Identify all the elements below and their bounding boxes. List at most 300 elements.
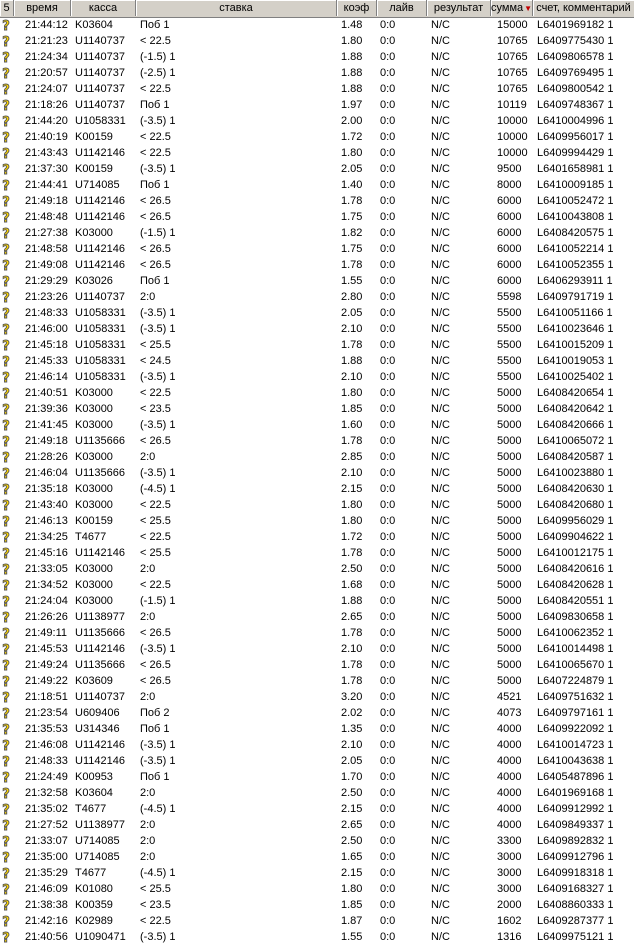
svg-text:?: ? bbox=[2, 467, 10, 480]
question-mark-icon bbox=[0, 242, 12, 256]
cell-account: L6408420654 1 bbox=[537, 387, 614, 399]
cell-koef: 2.05 bbox=[341, 163, 363, 175]
cell-account: L6407224879 1 bbox=[537, 675, 614, 687]
cell-koef: 1.88 bbox=[341, 595, 363, 607]
cell-time: 21:46:09 bbox=[25, 883, 68, 895]
column-header-stavka[interactable]: ставка bbox=[136, 0, 337, 16]
question-mark-icon bbox=[0, 482, 12, 496]
cell-kassa: U714085 bbox=[75, 179, 120, 191]
table-row[interactable] bbox=[0, 865, 634, 881]
table-row[interactable] bbox=[0, 689, 634, 705]
cell-account: L6409775430 1 bbox=[537, 35, 614, 47]
cell-live: 0:0 bbox=[380, 371, 396, 383]
table-row[interactable] bbox=[0, 785, 634, 801]
cell-result: N/C bbox=[431, 67, 450, 79]
cell-time: 21:23:26 bbox=[25, 291, 68, 303]
cell-result: N/C bbox=[431, 931, 450, 943]
cell-account: L6410052214 1 bbox=[537, 243, 614, 255]
cell-kassa: T4677 bbox=[75, 803, 107, 815]
table-row[interactable] bbox=[0, 353, 634, 369]
cell-stavka: (-3.5) 1 bbox=[140, 163, 176, 175]
cell-account: L6410019053 1 bbox=[537, 355, 614, 367]
question-mark-icon bbox=[0, 578, 12, 592]
cell-result: N/C bbox=[431, 531, 450, 543]
question-mark-icon bbox=[0, 146, 12, 160]
cell-stavka: (-3.5) 1 bbox=[140, 643, 176, 655]
cell-kassa: U714085 bbox=[75, 835, 120, 847]
cell-kassa: K01080 bbox=[75, 883, 113, 895]
cell-stavka: < 26.5 bbox=[140, 675, 171, 687]
cell-koef: 1.40 bbox=[341, 179, 363, 191]
cell-account: L6409912796 1 bbox=[537, 851, 614, 863]
cell-account: L6408420630 1 bbox=[537, 483, 614, 495]
cell-account: L6409791719 1 bbox=[537, 291, 614, 303]
cell-koef: 2.10 bbox=[341, 371, 363, 383]
table-row[interactable] bbox=[0, 593, 634, 609]
cell-kassa: K03000 bbox=[75, 419, 113, 431]
cell-koef: 1.88 bbox=[341, 67, 363, 79]
table-row[interactable] bbox=[0, 577, 634, 593]
question-mark-icon bbox=[0, 66, 12, 80]
question-mark-icon bbox=[0, 642, 12, 656]
cell-kassa: K02989 bbox=[75, 915, 113, 927]
table-row[interactable] bbox=[0, 561, 634, 577]
cell-account: L6409849337 1 bbox=[537, 819, 614, 831]
cell-result: N/C bbox=[431, 323, 450, 335]
table-row[interactable] bbox=[0, 321, 634, 337]
question-mark-icon bbox=[0, 690, 12, 704]
cell-live: 0:0 bbox=[380, 707, 396, 719]
cell-sum: 5500 bbox=[497, 339, 522, 351]
cell-account: L6401658981 1 bbox=[537, 163, 614, 175]
table-row[interactable] bbox=[0, 545, 634, 561]
cell-koef: 2.05 bbox=[341, 307, 363, 319]
cell-live: 0:0 bbox=[380, 115, 396, 127]
svg-text:?: ? bbox=[2, 915, 10, 928]
cell-result: N/C bbox=[431, 259, 450, 271]
cell-koef: 2.05 bbox=[341, 755, 363, 767]
cell-kassa: K03000 bbox=[75, 451, 113, 463]
table-row[interactable] bbox=[0, 17, 634, 33]
table-row[interactable] bbox=[0, 753, 634, 769]
cell-live: 0:0 bbox=[380, 83, 396, 95]
table-row[interactable] bbox=[0, 113, 634, 129]
cell-result: N/C bbox=[431, 131, 450, 143]
cell-stavka: < 22.5 bbox=[140, 499, 171, 511]
svg-text:?: ? bbox=[2, 51, 10, 64]
table-row[interactable] bbox=[0, 385, 634, 401]
cell-sum: 6000 bbox=[497, 227, 522, 239]
cell-account: L6409800542 1 bbox=[537, 83, 614, 95]
table-row[interactable] bbox=[0, 33, 634, 49]
table-row[interactable] bbox=[0, 241, 634, 257]
table-row[interactable] bbox=[0, 369, 634, 385]
cell-live: 0:0 bbox=[380, 835, 396, 847]
cell-result: N/C bbox=[431, 499, 450, 511]
cell-stavka: < 26.5 bbox=[140, 435, 171, 447]
cell-time: 21:35:18 bbox=[25, 483, 68, 495]
table-row[interactable] bbox=[0, 145, 634, 161]
cell-kassa: U1135666 bbox=[75, 659, 125, 671]
svg-text:?: ? bbox=[2, 275, 10, 288]
cell-live: 0:0 bbox=[380, 899, 396, 911]
cell-account: L6410052472 1 bbox=[537, 195, 614, 207]
cell-result: N/C bbox=[431, 611, 450, 623]
cell-koef: 1.78 bbox=[341, 675, 363, 687]
cell-koef: 2.00 bbox=[341, 115, 363, 127]
cell-time: 21:48:48 bbox=[25, 211, 68, 223]
cell-kassa: U1058331 bbox=[75, 371, 126, 383]
cell-account: L6410043638 1 bbox=[537, 755, 614, 767]
cell-time: 21:27:52 bbox=[25, 819, 68, 831]
cell-live: 0:0 bbox=[380, 51, 396, 63]
cell-sum: 10765 bbox=[497, 67, 528, 79]
svg-text:?: ? bbox=[2, 691, 10, 704]
cell-sum: 1602 bbox=[497, 915, 522, 927]
cell-account: L6410014723 1 bbox=[537, 739, 614, 751]
table-row[interactable] bbox=[0, 97, 634, 113]
cell-stavka: (-3.5) 1 bbox=[140, 419, 176, 431]
cell-time: 21:45:18 bbox=[25, 339, 68, 351]
table-row[interactable] bbox=[0, 801, 634, 817]
table-row[interactable] bbox=[0, 657, 634, 673]
cell-account: L6409922092 1 bbox=[537, 723, 614, 735]
column-header-koef[interactable]: коэф bbox=[337, 0, 377, 16]
cell-account: L6409904622 1 bbox=[537, 531, 614, 543]
table-row[interactable] bbox=[0, 673, 634, 689]
table-row[interactable] bbox=[0, 225, 634, 241]
cell-result: N/C bbox=[431, 451, 450, 463]
cell-result: N/C bbox=[431, 115, 450, 127]
cell-kassa: K00159 bbox=[75, 131, 113, 143]
cell-kassa: U1058331 bbox=[75, 339, 126, 351]
table-row[interactable] bbox=[0, 609, 634, 625]
cell-time: 21:49:18 bbox=[25, 195, 68, 207]
table-row[interactable] bbox=[0, 433, 634, 449]
table-row[interactable] bbox=[0, 817, 634, 833]
question-mark-icon bbox=[0, 850, 12, 864]
table-row[interactable] bbox=[0, 337, 634, 353]
table-row[interactable] bbox=[0, 769, 634, 785]
cell-kassa: U1142146 bbox=[75, 755, 125, 767]
cell-account: L6409994429 1 bbox=[537, 147, 614, 159]
cell-sum: 5500 bbox=[497, 307, 522, 319]
cell-sum: 4073 bbox=[497, 707, 522, 719]
svg-text:?: ? bbox=[2, 163, 10, 176]
table-row[interactable] bbox=[0, 737, 634, 753]
column-header-account[interactable]: счет, комментарий bbox=[533, 0, 634, 16]
table-row[interactable] bbox=[0, 833, 634, 849]
table-row[interactable] bbox=[0, 161, 634, 177]
cell-sum: 6000 bbox=[497, 211, 522, 223]
cell-koef: 1.85 bbox=[341, 899, 363, 911]
cell-koef: 1.78 bbox=[341, 547, 363, 559]
table-row[interactable] bbox=[0, 129, 634, 145]
cell-account: L6410062352 1 bbox=[537, 627, 614, 639]
cell-result: N/C bbox=[431, 899, 450, 911]
svg-text:?: ? bbox=[2, 787, 10, 800]
svg-text:?: ? bbox=[2, 67, 10, 80]
cell-live: 0:0 bbox=[380, 339, 396, 351]
question-mark-icon bbox=[0, 722, 12, 736]
table-row[interactable] bbox=[0, 273, 634, 289]
cell-koef: 1.70 bbox=[341, 771, 363, 783]
cell-result: N/C bbox=[431, 147, 450, 159]
svg-text:?: ? bbox=[2, 435, 10, 448]
column-header-result[interactable]: результат bbox=[427, 0, 491, 16]
column-header-time[interactable]: время bbox=[14, 0, 71, 16]
cell-result: N/C bbox=[431, 163, 450, 175]
cell-result: N/C bbox=[431, 579, 450, 591]
svg-text:?: ? bbox=[2, 515, 10, 528]
cell-result: N/C bbox=[431, 915, 450, 927]
cell-stavka: < 22.5 bbox=[140, 147, 171, 159]
cell-koef: 1.78 bbox=[341, 195, 363, 207]
cell-koef: 1.80 bbox=[341, 515, 363, 527]
cell-account: L6409287377 1 bbox=[537, 915, 614, 927]
cell-sum: 4000 bbox=[497, 771, 522, 783]
cell-account: L6409769495 1 bbox=[537, 67, 614, 79]
cell-stavka: (-3.5) 1 bbox=[140, 371, 176, 383]
cell-sum: 6000 bbox=[497, 259, 522, 271]
cell-koef: 2.15 bbox=[341, 483, 363, 495]
question-mark-icon bbox=[0, 354, 12, 368]
cell-time: 21:27:38 bbox=[25, 227, 68, 239]
question-mark-icon bbox=[0, 674, 12, 688]
cell-kassa: K03026 bbox=[75, 275, 113, 287]
table-row[interactable] bbox=[0, 289, 634, 305]
table-row[interactable] bbox=[0, 417, 634, 433]
cell-time: 21:49:24 bbox=[25, 659, 68, 671]
cell-koef: 2.65 bbox=[341, 819, 363, 831]
svg-text:?: ? bbox=[2, 499, 10, 512]
svg-text:?: ? bbox=[2, 883, 10, 896]
cell-account: L6410051166 1 bbox=[537, 307, 613, 319]
cell-result: N/C bbox=[431, 707, 450, 719]
cell-koef: 2.50 bbox=[341, 563, 363, 575]
svg-text:?: ? bbox=[2, 771, 10, 784]
cell-live: 0:0 bbox=[380, 883, 396, 895]
cell-result: N/C bbox=[431, 563, 450, 575]
cell-account: L6410023880 1 bbox=[537, 467, 614, 479]
table-row[interactable] bbox=[0, 705, 634, 721]
table-row[interactable] bbox=[0, 209, 634, 225]
cell-kassa: U1135666 bbox=[75, 435, 125, 447]
cell-koef: 1.55 bbox=[341, 275, 363, 287]
table-row[interactable] bbox=[0, 465, 634, 481]
cell-sum: 5000 bbox=[497, 435, 522, 447]
column-header-kassa[interactable]: касса bbox=[71, 0, 136, 16]
cell-stavka: < 22.5 bbox=[140, 35, 171, 47]
column-header-live[interactable]: лайв bbox=[377, 0, 427, 16]
question-mark-icon bbox=[0, 658, 12, 672]
svg-text:?: ? bbox=[2, 451, 10, 464]
svg-text:?: ? bbox=[2, 899, 10, 912]
table-row[interactable] bbox=[0, 929, 634, 945]
column-header-sum[interactable] bbox=[491, 0, 533, 16]
table-row[interactable] bbox=[0, 529, 634, 545]
table-row[interactable] bbox=[0, 897, 634, 913]
cell-sum: 5000 bbox=[497, 579, 522, 591]
cell-time: 21:18:51 bbox=[25, 691, 68, 703]
cell-stavka: Поб 1 bbox=[140, 771, 170, 783]
table-row[interactable] bbox=[0, 49, 634, 65]
cell-result: N/C bbox=[431, 275, 450, 287]
svg-text:?: ? bbox=[2, 403, 10, 416]
cell-time: 21:35:02 bbox=[25, 803, 68, 815]
cell-stavka: (-2.5) 1 bbox=[140, 67, 176, 79]
cell-live: 0:0 bbox=[380, 579, 396, 591]
cell-time: 21:35:00 bbox=[25, 851, 68, 863]
cell-result: N/C bbox=[431, 291, 450, 303]
cell-sum: 3300 bbox=[497, 835, 522, 847]
cell-stavka: < 26.5 bbox=[140, 195, 171, 207]
table-row[interactable] bbox=[0, 481, 634, 497]
cell-koef: 2.85 bbox=[341, 451, 363, 463]
cell-account: L6410025402 1 bbox=[537, 371, 614, 383]
cell-time: 21:35:29 bbox=[25, 867, 68, 879]
question-mark-icon bbox=[0, 818, 12, 832]
table-row[interactable] bbox=[0, 721, 634, 737]
question-mark-icon bbox=[0, 386, 12, 400]
cell-kassa: U1142146 bbox=[75, 147, 125, 159]
cell-kassa: K03609 bbox=[75, 675, 113, 687]
table-header bbox=[0, 0, 634, 18]
svg-text:?: ? bbox=[2, 147, 10, 160]
cell-time: 21:44:41 bbox=[25, 179, 68, 191]
table-row[interactable] bbox=[0, 65, 634, 81]
svg-text:?: ? bbox=[2, 243, 10, 256]
cell-sum: 5500 bbox=[497, 371, 522, 383]
cell-sum: 10765 bbox=[497, 83, 528, 95]
cell-result: N/C bbox=[431, 179, 450, 191]
column-header-status[interactable]: 5 bbox=[0, 0, 14, 16]
cell-result: N/C bbox=[431, 307, 450, 319]
cell-kassa: U1142146 bbox=[75, 547, 125, 559]
cell-live: 0:0 bbox=[380, 915, 396, 927]
question-mark-icon bbox=[0, 322, 12, 336]
cell-time: 21:46:13 bbox=[25, 515, 68, 527]
cell-stavka: 2:0 bbox=[140, 451, 156, 463]
question-mark-icon bbox=[0, 450, 12, 464]
cell-kassa: K00953 bbox=[75, 771, 113, 783]
cell-time: 21:40:19 bbox=[25, 131, 68, 143]
table-row[interactable] bbox=[0, 81, 634, 97]
cell-account: L6410012175 1 bbox=[537, 547, 614, 559]
svg-text:?: ? bbox=[2, 291, 10, 304]
sort-descending-icon: ▼ bbox=[524, 4, 533, 13]
cell-kassa: U1142146 bbox=[75, 195, 125, 207]
cell-account: L6410052355 1 bbox=[537, 259, 614, 271]
cell-account: L6410043808 1 bbox=[537, 211, 614, 223]
table-row[interactable] bbox=[0, 497, 634, 513]
cell-koef: 1.60 bbox=[341, 419, 363, 431]
table-row[interactable] bbox=[0, 881, 634, 897]
cell-kassa: K03000 bbox=[75, 483, 113, 495]
cell-kassa: U1142146 bbox=[75, 643, 125, 655]
cell-live: 0:0 bbox=[380, 691, 396, 703]
table-row[interactable] bbox=[0, 625, 634, 641]
cell-kassa: U314346 bbox=[75, 723, 120, 735]
cell-result: N/C bbox=[431, 435, 450, 447]
cell-live: 0:0 bbox=[380, 867, 396, 879]
cell-stavka: (-3.5) 1 bbox=[140, 323, 176, 335]
table-row[interactable] bbox=[0, 849, 634, 865]
table-row[interactable] bbox=[0, 257, 634, 273]
cell-time: 21:40:51 bbox=[25, 387, 68, 399]
cell-live: 0:0 bbox=[380, 67, 396, 79]
cell-sum: 5000 bbox=[497, 611, 522, 623]
cell-live: 0:0 bbox=[380, 627, 396, 639]
cell-stavka: (-3.5) 1 bbox=[140, 755, 176, 767]
svg-text:?: ? bbox=[2, 355, 10, 368]
question-mark-icon bbox=[0, 770, 12, 784]
svg-text:?: ? bbox=[2, 611, 10, 624]
table-row[interactable] bbox=[0, 305, 634, 321]
cell-stavka: < 22.5 bbox=[140, 387, 171, 399]
question-mark-icon bbox=[0, 370, 12, 384]
cell-sum: 4000 bbox=[497, 819, 522, 831]
cell-time: 21:33:05 bbox=[25, 563, 68, 575]
cell-account: L6409797161 1 bbox=[537, 707, 614, 719]
cell-live: 0:0 bbox=[380, 643, 396, 655]
svg-text:?: ? bbox=[2, 115, 10, 128]
cell-kassa: K00359 bbox=[75, 899, 113, 911]
cell-live: 0:0 bbox=[380, 771, 396, 783]
cell-live: 0:0 bbox=[380, 467, 396, 479]
table-row[interactable] bbox=[0, 177, 634, 193]
table-row[interactable] bbox=[0, 513, 634, 529]
cell-live: 0:0 bbox=[380, 787, 396, 799]
svg-text:?: ? bbox=[2, 131, 10, 144]
table-row[interactable] bbox=[0, 641, 634, 657]
cell-sum: 5000 bbox=[497, 643, 522, 655]
cell-koef: 1.65 bbox=[341, 851, 363, 863]
cell-live: 0:0 bbox=[380, 179, 396, 191]
cell-kassa: T4677 bbox=[75, 867, 107, 879]
cell-kassa: K03000 bbox=[75, 595, 113, 607]
cell-time: 21:40:56 bbox=[25, 931, 68, 943]
table-row[interactable] bbox=[0, 449, 634, 465]
question-mark-icon bbox=[0, 754, 12, 768]
cell-result: N/C bbox=[431, 755, 450, 767]
cell-stavka: < 22.5 bbox=[140, 83, 171, 95]
cell-sum: 6000 bbox=[497, 275, 522, 287]
cell-account: L6409751632 1 bbox=[537, 691, 614, 703]
cell-sum: 8000 bbox=[497, 179, 522, 191]
cell-sum: 5000 bbox=[497, 451, 522, 463]
cell-result: N/C bbox=[431, 51, 450, 63]
cell-sum: 5500 bbox=[497, 355, 522, 367]
svg-text:?: ? bbox=[2, 83, 10, 96]
cell-account: L6409168327 1 bbox=[537, 883, 614, 895]
cell-account: L6408420587 1 bbox=[537, 451, 614, 463]
table-row[interactable] bbox=[0, 193, 634, 209]
cell-koef: 1.75 bbox=[341, 211, 363, 223]
cell-result: N/C bbox=[431, 723, 450, 735]
table-row[interactable] bbox=[0, 401, 634, 417]
table-row[interactable] bbox=[0, 913, 634, 929]
cell-time: 21:45:53 bbox=[25, 643, 68, 655]
cell-live: 0:0 bbox=[380, 563, 396, 575]
cell-result: N/C bbox=[431, 691, 450, 703]
cell-sum: 10000 bbox=[497, 115, 528, 127]
svg-text:?: ? bbox=[2, 851, 10, 864]
cell-koef: 1.48 bbox=[341, 19, 363, 31]
svg-text:?: ? bbox=[2, 819, 10, 832]
question-mark-icon bbox=[0, 274, 12, 288]
cell-kassa: U1140737 bbox=[75, 67, 125, 79]
